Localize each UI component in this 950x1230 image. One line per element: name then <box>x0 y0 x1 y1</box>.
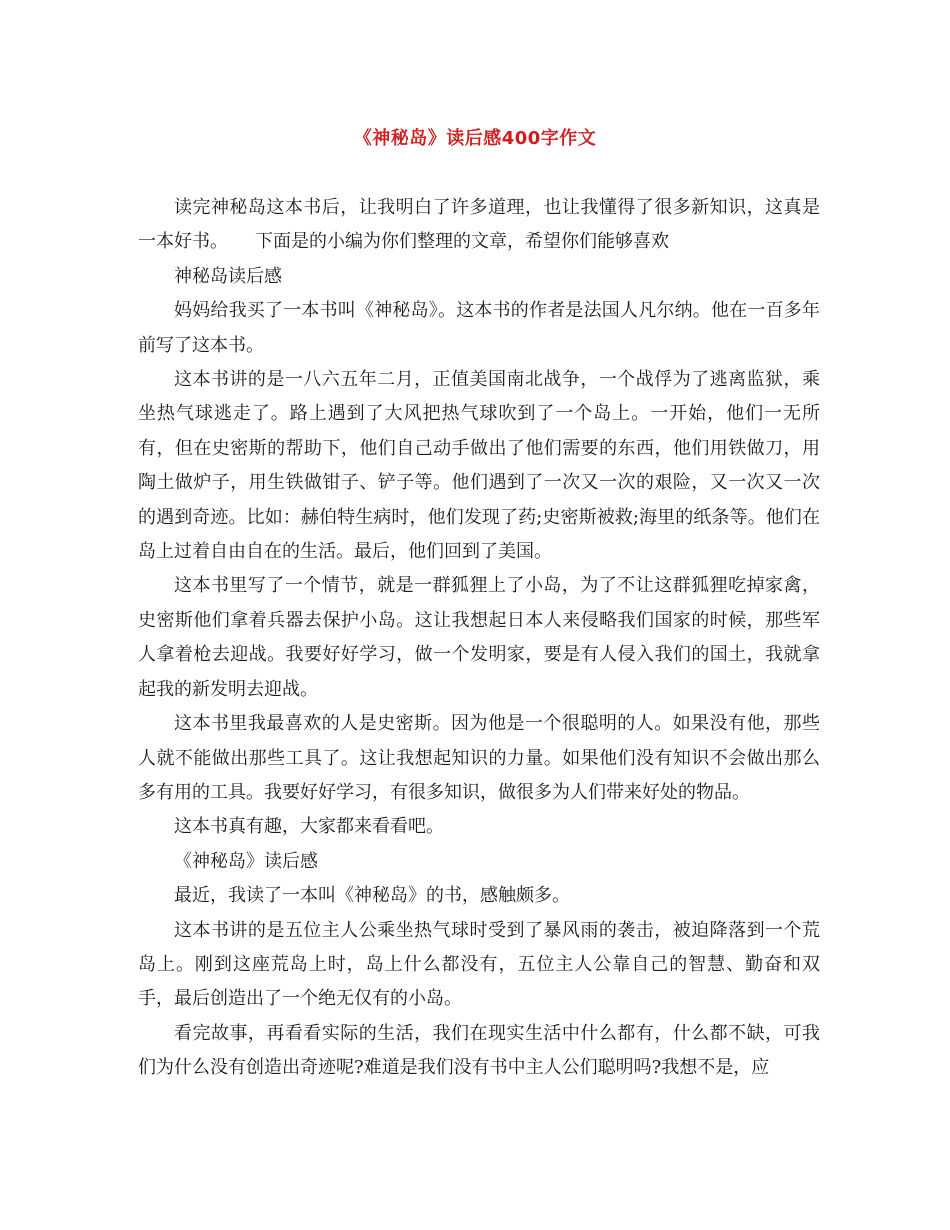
paragraph: 这本书讲的是五位主人公乘坐热气球时受到了暴风雨的袭击，被迫降落到一个荒岛上。刚到这座荒岛上时，岛上什么都没有，五位主人公靠自己的智慧、勤奋和双手，最后创造出了一个绝无仅有的小岛。 <box>138 919 820 1010</box>
section-heading-2: 《神秘岛》读后感 <box>174 850 318 872</box>
paragraph-intro: 读完神秘岛这本书后，让我明白了许多道理，也让我懂得了很多新知识，这真是一本好书。 下面是的小编为你们整理的文章，希望你们能够喜欢 <box>138 197 820 253</box>
paragraph: 这本书讲的是一八六五年二月，正值美国南北战争，一个战俘为了逃离监狱，乘坐热气球逃走了。路上遇到了大风把热气球吹到了一个岛上。一开始，他们一无所有，但在史密斯的帮助下，他们自己动手做出了他们需要的东西，他们用铁做刀，用陶土做炉子，用生铁做钳子、铲子等。他们遇到了一次又一次的艰险，又一次又一次的遇到奇迹。比如：赫伯特生病时，他们发现了药;史密斯被救;海里的纸条等。他们在岛上过着自由自在的生活。最后，他们回到了美国。 <box>138 369 820 563</box>
paragraph: 妈妈给我买了一本书叫《神秘岛》。这本书的作者是法国人凡尔纳。他在一百多年前写了这本书。 <box>138 300 820 356</box>
paragraph: 这本书里写了一个情节，就是一群狐狸上了小岛，为了不让这群狐狸吃掉家禽，史密斯他们拿着兵器去保护小岛。这让我想起日本人来侵略我们国家的时候，那些军人拿着枪去迎战。我要好好学习，做一个发明家，要是有人侵入我们的国土，我就拿起我的新发明去迎战。 <box>138 575 820 700</box>
document-body <box>138 191 820 1086</box>
section-heading-1: 神秘岛读后感 <box>174 265 282 287</box>
paragraph: 看完故事，再看看实际的生活，我们在现实生活中什么都有，什么都不缺，可我们为什么没有创造出奇迹呢?难道是我们没有书中主人公们聪明吗?我想不是，应 <box>138 1022 820 1079</box>
document-title: 《神秘岛》读后感400字作文 <box>353 128 597 149</box>
paragraph: 这本书里我最喜欢的人是史密斯。因为他是一个很聪明的人。如果没有他，那些人就不能做出那些工具了。这让我想起知识的力量。如果他们没有知识不会做出那么多有用的工具。我要好好学习，有很多知识，做很多为人们带来好处的物品。 <box>138 713 820 803</box>
paragraph: 最近，我读了一本叫《神秘岛》的书，感触颇多。 <box>174 885 570 907</box>
paragraph: 这本书真有趣，大家都来看看吧。 <box>174 816 444 838</box>
